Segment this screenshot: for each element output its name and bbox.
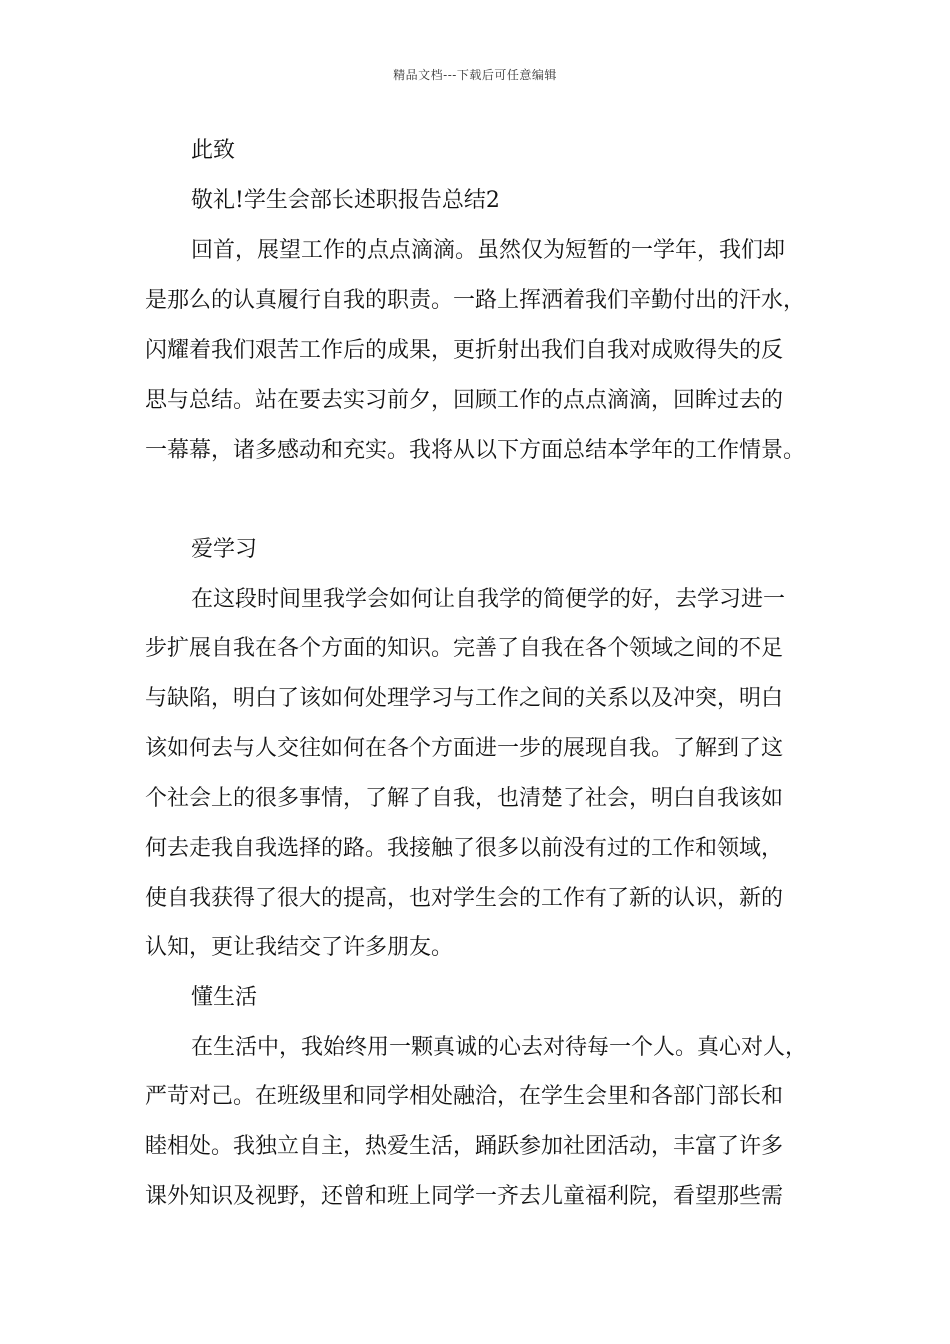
- paragraph-line: 闪耀着我们艰苦工作后的成果，更折射出我们自我对成败得失的反: [145, 338, 784, 363]
- paragraph-line: 在生活中，我始终用一颗真诚的心去对待每一个人。真心对人，: [191, 1035, 808, 1060]
- closing-salutation: 此致: [191, 138, 236, 163]
- paragraph-line: 思与总结。站在要去实习前夕，回顾工作的点点滴滴，回眸过去的: [145, 388, 784, 413]
- paragraph-line: 使自我获得了很大的提高，也对学生会的工作有了新的认识，新的: [145, 886, 784, 911]
- paragraph-line: 在这段时间里我学会如何让自我学的简便学的好，去学习进一: [191, 587, 786, 612]
- paragraph-line: 何去走我自我选择的路。我接触了很多以前没有过的工作和领域，: [145, 836, 784, 861]
- paragraph-line: 睦相处。我独立自主，热爱生活，踊跃参加社团活动，丰富了许多: [145, 1134, 784, 1159]
- paragraph-line: 严苛对己。在班级里和同学相处融洽，在学生会里和各部门部长和: [145, 1084, 784, 1109]
- paragraph-line: 步扩展自我在各个方面的知识。完善了自我在各个领域之间的不足: [145, 636, 784, 661]
- paragraph-line: 课外知识及视野，还曾和班上同学一齐去儿童福利院，看望那些需: [145, 1184, 784, 1209]
- paragraph-line: 回首，展望工作的点点滴滴。虽然仅为短暂的一学年，我们却: [191, 238, 786, 263]
- section-title: 敬礼!学生会部长述职报告总结2: [191, 188, 500, 213]
- paragraph-line: 一幕幕，诸多感动和充实。我将从以下方面总结本学年的工作情景。: [145, 438, 806, 463]
- paragraph-line: 个社会上的很多事情，了解了自我，也清楚了社会，明白自我该如: [145, 786, 784, 811]
- subheading-study: 爱学习: [191, 537, 258, 562]
- page-header: 精品文档---下载后可任意编辑: [393, 68, 557, 82]
- subheading-life: 懂生活: [191, 985, 258, 1010]
- paragraph-line: 与缺陷，明白了该如何处理学习与工作之间的关系以及冲突，明白: [145, 686, 784, 711]
- paragraph-line: 是那么的认真履行自我的职责。一路上挥洒着我们辛勤付出的汗水，: [145, 288, 806, 313]
- paragraph-line: 认知，更让我结交了许多朋友。: [145, 935, 454, 960]
- paragraph-line: 该如何去与人交往如何在各个方面进一步的展现自我。了解到了这: [145, 736, 784, 761]
